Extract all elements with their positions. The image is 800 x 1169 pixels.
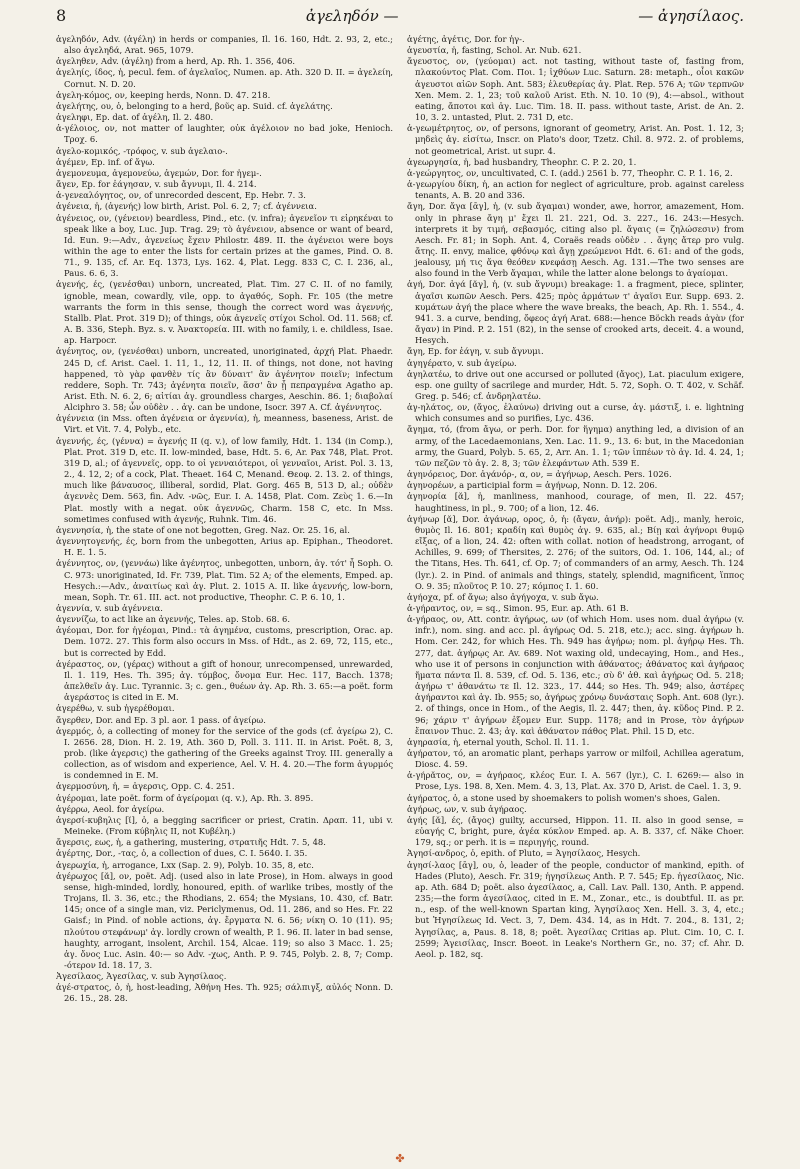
dictionary-entry: ἀγέρτης, Dor., -τας, ὁ, a collection of dues, C. I. 5640. I. 35. (56, 848, 308, 859)
dictionary-entry: ἀγέννητος, ον, (γεννάω) like ἀγένητος, unbegotten, unborn, ἀγ. τότ' ἦ Soph. O. C. 973: unoriginated, Id. Fr. 739, Plat. Tim. 52 A; of the elements, Emped. ap. Hesych.:—Adv., ἀναιτίως καὶ ἀγ. Plut. 2. 1015 A. II. like ἀγεννής, low-born, mean, Soph. Tr. 61. III. act. not productive, Theophr. C. P. 6. 10, 1. (56, 558, 393, 602)
dictionary-entry: ἀγέρρω, Aeol. for ἀγείρω. (56, 803, 165, 814)
dictionary-entry: ἀγεμονευμα, ἀγεμονεύω, ἀγεμών, Dor. for ἡγεμ-. (56, 167, 262, 178)
dictionary-entry: ἀ-γήρᾰτος, ον, = ἀγήραος, κλέος Eur. I. A. 567 (lyr.), C. I. 6269:— also in Prose, Lys. 198. 8, Xen. Mem. 4. 3, 13, Plat. Ax. 370 D, Arist. de Cael. 1. 3, 9. (407, 770, 744, 792)
dictionary-entry: ἀγηνορέων, a participial form = ἀγήνωρ, Nonn. D. 12. 206. (407, 480, 658, 491)
dictionary-entry: ἀ-γενεαλόγητος, ον, of unrecorded descent, Ep. Hebr. 7. 3. (56, 190, 306, 201)
dictionary-entry: ἀγερέθω, v. sub ἠγερέθομαι. (56, 703, 175, 714)
dictionary-entry: ἀγερωχία, ἡ, arrogance, Lxx (Sap. 2. 9), Polyb. 10. 35, 8, etc. (56, 859, 314, 870)
dictionary-entry: ἀγευστία, ἡ, fasting, Schol. Ar. Nub. 621. (407, 45, 582, 56)
dictionary-entry: ἀ-γέλοιος, ον, not matter of laughter, οὐκ ἀγέλοιον no bad joke, Henioch. Τροχ. 6. (56, 123, 393, 145)
dictionary-entry: ἀ-γεωμέτρητος, ον, of persons, ignorant of geometry, Arist. An. Post. 1. 12, 3; μηδεὶς ἀγ. εἰσίτω, Inscr. on Plato's door, Tzetz. Chil. 8. 972. 2. of problems, not geometrical, Arist. ut supr. 4. (407, 123, 744, 156)
page-number: 8 (56, 6, 67, 25)
dictionary-entry: ἀγεληθεν, Adv. (ἀγέλη) from a herd, Ap. Rh. 1. 356, 406. (56, 56, 296, 67)
dictionary-entry: ἀγέτης, ἀγέτις, Dor. for ἡγ-. (407, 34, 525, 44)
dictionary-entry: ἄγημα, τό, (from ἄγω, or perh. Dor. for ἥγημα) anything led, a division of an army, of the Lacedaemonians, Xen. Lac. 11. 9., 13. 6: but, in the Macedonian army, the Guard, Polyb. 5. 65, 2, Arr. An. 1. 1; τῶν ἱππέων τὸ ἀγ. Id. 4. 24, 1; τῶν πεζῶν τὸ ἀγ. 2. 8, 3; τῶν ἐλεφάντων Ath. 539 E. (407, 424, 744, 468)
dictionary-entry: ἀγεννία, v. sub ἀγέννεια. (56, 602, 163, 613)
dictionary-entry: ἀγ-ηλάτος, ον, (ἄγος, ἐλαύνω) driving out a curse, ἀγ. μάστιξ, i. e. lightning which consumes and so purifies, Lyc. 436. (407, 402, 744, 424)
dictionary-entry: ἀγενής, ές, (γενέσθαι) unborn, uncreated, Plat. Tim. 27 C. II. of no family, ignoble, mean, cowardly, vile, opp. to ἀγαθός, Soph. Fr. 105 (the metre warrants the form in this sense, though the correct word was ἀγεννής, Stallb. Plat. Prot. 319 D); of things, οὐκ ἀγενεῖς στίχοι Schol. Od. 11. 568; cf. A. B. 336, Steph. Byz. s. v. Ἀνακτορεία. III. with no family, i. e. childless, Isae. ap. Harpocr. (56, 279, 393, 346)
dictionary-entry: ἀγήρατον, τό, an aromatic plant, perhaps yarrow or milfoil, Achillea ageratum, Diosc. 4. 59. (407, 748, 744, 770)
page-header (56, 6, 744, 30)
dictionary-entry: ἀγηλατέω, to drive out one accursed or polluted (ἄγος), Lat. piaculum exigere, esp. one guilty of sacrilege and murder, Hdt. 5. 72, Soph. O. T. 402, v. Schäf. Greg. p. 546; cf. ἀνδρηλατέω. (407, 368, 744, 401)
dictionary-entry: ἀγήρατος, ὁ, a stone used by shoemakers to polish women's shoes, Galen. (407, 792, 721, 803)
dictionary-entry: ἀγεννίζω, to act like an ἀγεννής, Teles. ap. Stob. 68. 6. (56, 614, 291, 625)
dictionary-entry: ἀγεληίς, ίδος, ἡ, pecul. fem. of ἀγελαῖος, Numen. ap. Ath. 320 D. II. = ἀγελείη, Cornut. N. D. 20. (56, 67, 393, 89)
dictionary-entry: ἀ-γεώργητος, ον, uncultivated, C. I. (add.) 2561 b. 77, Theophr. C. P. 1. 16, 2. (407, 167, 733, 178)
dictionary-entry: ἀγέραστος, ον, (γέρας) without a gift of honour, unrecompensed, unrewarded, Il. 1. 119, Hes. Th. 395; ἀγ. τύμβος, ὄνομα Eur. Hec. 117, Bacch. 1378; ἀπελθεῖν ἀγ. Luc. Tyrannic. 3; c. gen., θυέων ἀγ. Ap. Rh. 3. 65:—a poët. form ἀγεράστος is cited in E. M. (56, 658, 393, 703)
dictionary-entry: ἀγελη-κόμος, ον, keeping herds, Nonn. D. 47. 218. (56, 89, 271, 100)
dictionary-entry: ἄγευστος, ον, (γεύομαι) act. not tasting, without taste of, fasting from, πλακούντος Plat. Com. Ποι. 1; ἰχθύων Luc. Saturn. 28: metaph., οἷοι κακῶν ἀγευστοι αἰῶν Soph. Ant. 583; ἐλευθερίας ἀγ. Plat. Rep. 576 A; τῶν τερπνῶν Xen. Mem. 2. 1, 23; τοῦ καλοῦ Arist. Eth. N. 10. 10 (9), 4:—absol., without eating, ἄποτοι καὶ ἀγ. Luc. Tim. 18. II. pass. without taste, Arist. de An. 2. 10, 3. 2. untasted, Plut. 2. 731 D, etc. (407, 56, 744, 123)
dictionary-entry: ἀγερμοσύνη, ἡ, = ἀγερσις, Opp. C. 4. 251. (56, 781, 235, 792)
dictionary-entry: Ἀγησί-ανδρος, ὁ, epith. of Pluto, = Ἀγησίλαος, Hesych. (407, 848, 641, 859)
dictionary-entry: ἀ-γήραντος, ον, = sq., Simon. 95, Eur. ap. Ath. 61 B. (407, 602, 629, 613)
dictionary-entry: ἀγένειος, ον, (γένειον) beardless, Pind., etc. (v. infra); ἀγενεῖον τι εἰρηκέναι to speak like a boy, Luc. Jup. Trag. 29; τὸ ἀγένειον, absence or want of beard, Id. Eun. 9:—Adv., ἀγενείως ἔχειν Philostr. 489. II. the ἀγένειοι were boys within the age to enter the lists for certain prizes at the games, Pind. O. 8. 71., 9. 135, cf. Ar. Eq. 1373, Lys. 162. 4, Plat. Legg. 833 C, C. I. 236, al., Paus. 6. 6, 3. (56, 212, 393, 279)
dictionary-entry: ἀγηγέρατο, v. sub ἀγείρω. (407, 357, 517, 368)
guide-word-left: ἀγεληδόν — (305, 7, 399, 25)
dictionary-entry: ἀγέννεια (in Mss. often ἀγένεια or ἀγεννία), ἡ, meanness, baseness, Arist. de Virt. et Vit. 7. 4, Polyb., etc. (56, 413, 393, 435)
dictionary-entry: ἀγένητος, ον, (γενέσθαι) unborn, uncreated, unoriginated, ἀρχή Plat. Phaedr. 245 D, cf. Arist. Cael. 1. 11, 1., 12, 11. II. of things, not done, not having happened, τὸ γὰρ φανθὲν τίς ἂν δύναιτ' ἂν ἀγένητον ποιεῖν; infectum reddere, Soph. Tr. 743; ἀγένητα ποιεῖν, ἅσσ' ἂν ᾖ πεπραγμένα Agatho ap. Arist. Eth. N. 6. 2, 6; αἰτίαι ἀγ. groundless charges, Aeschin. 86. 1; διαβολαί Alciphro 3. 58; ὧν οὐδὲν . . ἀγ. can be undone, Isocr. 397 A. Cf. ἀγέννητος. (56, 346, 393, 413)
dictionary-entry: ἀγερσί-κυβηλις [ῐ], ὁ, a begging sacrificer or priest, Cratin. Δραπ. 11, ubi v. Meineke. (From κύβηλις II, not Κυβέλη.) (56, 814, 393, 837)
dictionary-entry: ἀγήνωρ [ᾰ], Dor. ἀγάνωρ, ορος, ὁ, ἡ: (ἄγαν, ἀνήρ): poët. Adj., manly, heroic, θυμὸς Il. 16. 801; κραδίη καὶ θυμὸς ἀγ. 9. 635, al.; Βίῃ καὶ ἀγήνορι θυμῷ εἴξας, of a lion, 24. 42: often with collat. notion of headstrong, arrogant, of Achilles, 9. 699; of Thersites, 2. 276; of the suitors, Od. 1. 106, 144, al.; of the Titans, Hes. Th. 641, cf. Op. 7; of commanders of an army, Aesch. Th. 124 (lyr.). 2. in Pind. of animals and things, stately, splendid, magnificent, ἵππος O. 9. 35; πλοῦτος P. 10. 27; κόμπος I. 1. 60. (407, 513, 744, 591)
dictionary-entry: ἀγηνόρειος, Dor. ἀγάνόρ-, α, ον, = ἀγήνωρ, Aesch. Pers. 1026. (407, 469, 672, 480)
dictionary-entry: ἄγεν, Ep. for ἐάγησαν, v. sub ἄγνυμι, Il. 4. 214. (56, 179, 257, 190)
dictionary-entry: ἀ-γεωργίου δίκη, ἡ, an action for neglect of agriculture, prob. against careless tenants, A. B. 20 and 336. (407, 179, 744, 201)
dictionary-entry: ἀγεωργησία, ἡ, bad husbandry, Theophr. C. P. 2. 20, 1. (407, 156, 637, 167)
dictionary-entry: ἀγηρασία, ἡ, eternal youth, Schol. Il. 11. 1. (407, 736, 590, 747)
dictionary-entry: ἀγέρομαι, late poët. form of ἀγείρομαι (q. v.), Ap. Rh. 3. 895. (56, 792, 314, 803)
dictionary-entry: ἀγέ-στρατος, ὁ, ἡ, host-leading, Ἀθήνη Hes. Th. 925; σάλπιγξ, αὐλός Nonn. D. 26. 15., 28. 28. (56, 982, 393, 1004)
dictionary-entry: ἀγήοχα, pf. of ἄγω; also ἀγήγοχα, v. sub ἄγω. (407, 591, 599, 602)
dictionary-entry: ἀγέομαι, Dor. for ἡγέομαι, Pind.: τὰ ἀγημένα, customs, prescription, Orac. ap. Dem. 1072. 27. This form also occurs in Mss. of Hdt., as 2. 69, 72, 115, etc., but is corrected by Edd. (56, 625, 393, 658)
text-columns (56, 34, 744, 1159)
dictionary-entry: ἀγέρωχος [ᾰ], ον, poët. Adj. (used also in late Prose), in Hom. always in good sense, high-minded, lordly, honoured, epith. of warlike tribes, mostly of the Trojans, Il. 3. 36, etc.; the Rhodians, 2. 654; the Mysians, 10. 430, cf. Batr. 145; once of a single man, viz. Periclymenus, Od. 11. 286, and so Hes. Fr. 22 Gaisf.; in Pind. of noble actions, ἀγ. ἔργματα N. 6. 56; νίκη O. 10 (11). 95; πλούτου στεφάνωμ' ἀγ. lordly crown of wealth, P. 1. 96. II. later in bad sense, haughty, arrogant, insolent, Archil. 154, Alcae. 119; so also 3 Macc. 1. 25; ἀγ. ὄνος Luc. Asin. 40:— so Adv. -χως, Anth. P. 9. 745, Polyb. 2. 8, 7; Comp. -ότερον Id. 18. 17, 3. (56, 870, 393, 970)
dictionary-entry: ἀγεννής, ές, (γέννα) = ἀγενής II (q. v.), of low family, Hdt. 1. 134 (in Comp.), Plat. Prot. 319 D, etc. II. low-minded, base, Hdt. 5. 6, Ar. Pax 748, Plat. Prot. 319 D, al.; of ἀγεννεῖς, opp. to οἱ γενναιότεροι, οἱ γενναῖοι, Arist. Pol. 3. 13, 2., 4. 12, 2; of a cock, Plat. Theaet. 164 C, Menand. Θεοφ. 2. 13. 2. of things, much like βάναυσος, illiberal, sordid, Plat. Gorg. 465 B, 513 D, al.; οὐδὲν ἀγεννὲς Dem. 563, fin. Adv. -νῶς, Eur. I. A. 1458, Plat. Com. Ζεὺς 1. 6.—In Plat. mostly with a negat. οὐκ ἀγεννῶς, Charm. 158 C, etc. In Mss. sometimes confused with ἀγενής, Ruhnk. Tim. 46. (56, 435, 393, 524)
dictionary-entry: ἀγελήτης, ου, ὁ, belonging to a herd, βοῦς ap. Suid. cf. ἀγελάτης. (56, 100, 333, 111)
right-column (407, 34, 744, 1159)
left-column (56, 34, 393, 1159)
dictionary-entry: Ἀγεσίλαος, Ἀγεσίλας, v. sub Ἀγησίλαος. (56, 971, 227, 982)
dictionary-entry: ἀγηνορία [ᾰ], ἡ, manliness, manhood, courage, of men, Il. 22. 457; haughtiness, in pl., 9. 700; of a lion, 12. 46. (407, 491, 744, 513)
dictionary-entry: ἀγέμεν, Ep. inf. of ἄγω. (56, 156, 155, 167)
dictionary-entry: ἀγεννητογενής, ές, born from the unbegotten, Arius ap. Epiphan., Theodoret. H. E. 1. 5. (56, 536, 393, 558)
dictionary-entry: ἄγερθεν, Dor. and Ep. 3 pl. aor. 1 pass. of ἀγείρω. (56, 714, 266, 725)
dictionary-entry: ἄγη, Dor. ἄγα [ᾱγ], ἡ, (v. sub ἄγαμαι) wonder, awe, horror, amazement, Hom. only in phrase ἄγη μ' ἔχει Il. 21. 221, Od. 3. 227., 16. 243:—Hesych. interprets it by τιμή, σεβασμός, citing also pl. ἄγαις (= ζηλώσεσιν) from Aesch. Fr. 81; in Soph. Ant. 4, Coraës reads οὐδὲν . . ἄγης ἄτερ pro vulg. ἄτης. II. envy, malice, φθόνῳ καὶ ἄγῃ χρεώμενοι Hdt. 6. 61: and of the gods, jealousy, μή τις ἄγα θεόθεν κνεφάσῃ Aesch. Ag. 131.—The two senses are also found in the Verb ἄγαμαι, while the latter alone belongs to ἀγαίομαι. (407, 201, 744, 279)
dictionary-entry: ἀγής [ᾰ], ές, (ἄγος) guilty, accursed, Hippon. 11. II. also in good sense, = εὐαγής C, bright, pure, ἀγέα κύκλον Emped. ap. A. B. 337, cf. Näke Choer. 179, sq.; or perh. it is = περιηγής, round. (407, 814, 744, 848)
dictionary-entry: ἀγερμός, ὁ, a collecting of money for the service of the gods (cf. ἀγείρω 2), C. I. 2656. 28, Dion. H. 2. 19, Ath. 360 D, Poll. 3. 111. II. in Arist. Poët. 8, 3, prob. (like ἀγερσις) the gathering of the Greeks against Troy. III. generally a collection, as of wisdom and experience, Ael. V. H. 4. 20.—The form ἀγυρμός is condemned in E. M. (56, 725, 393, 781)
dictionary-entry: ἀγεληδόν, Adv. (ἀγέλη) in herds or companies, Il. 16. 160, Hdt. 2. 93, 2, etc.; also ἀγεληδά, Arat. 965, 1079. (56, 34, 393, 56)
dictionary-entry: ἀ-γήραος, ον, Att. contr. ἀγήρως, ων (of which Hom. uses nom. dual ἀγήρω (v. infr.), nom. sing. and acc. pl. ἀγήρως Od. 5. 218, etc.); acc. sing. ἀγήρων h. Hom. Cer. 242, for which Hes. Th. 949 has ἀγήρω; nom. pl. ἀγήρῳ Hes. Th. 277, dat. ἀγήρῳς Ar. Av. 689. Not waxing old, undecaying, Hom., and Hes., who use it of persons in conjunction with ἀθάνατος; ἀθάνατος καὶ ἀγήραος ἤματα πάντα Il. 8. 539, cf. Od. 5. 136, etc.; σὺ δ' ἀθ. καὶ ἀγήρως Od. 5. 218; ἀγήρω τ' ἀθανάτω τε Il. 12. 323., 17. 444; so Hes. Th. 949; also, ἀστέρες ἀγήραντοι καὶ ἀγ. Ib. 955; so, ἀγήρως χρόνῳ δυνάσταις Soph. Ant. 608 (lyr.). 2. of things, once in Hom., of the Aegis, Il. 2. 447; then, ἀγ. κῦδος Pind. P. 2. 96; χάριν τ' ἀγήρων ἐξομεν Eur. Supp. 1178; and in Prose, τὸν ἀγήρων ἔπαινον Thuc. 2. 43; ἀγ. καὶ ἀθάνατον πάθος Plat. Phil. 15 D, etc. (407, 614, 744, 736)
dictionary-entry: ἀγένεια, ἡ, (ἀγενής) low birth, Arist. Pol. 6. 2, 7; cf. ἀγέννεια. (56, 201, 317, 212)
dictionary-entry: ἄγερσις, εως, ἡ, a gathering, mustering, στρατιῆς Hdt. 7. 5, 48. (56, 837, 326, 848)
dictionary-entry: ἀγησί-λαος [ᾱγ], ου, ὁ, leader of the people, conductor of mankind, epith. of Hades (Pluto), Aesch. Fr. 319; ἡγησίλεως Anth. P. 7. 545; Ep. ἡγεσίλαος, Nic. ap. Ath. 684 D; poët. also ἀγεσίλαος, a, Call. Lav. Pall. 130, Anth. P. append. 235;—the form ἀγεσίλαος, cited in E. M., Zonar., etc., is doubtful. II. as pr. n., esp. of the well-known Spartan king, Ἀγησίλαος Xen. Hell. 3. 3, 4, etc.; but Ἡγησίλεως Id. Vect. 3, 7, Dem. 434. 14, as in Hdt. 7. 204., 8. 131, 2; Ἀγησίλας, a, Paus. 8. 18, 8; poët. Ἀγεσίλας Critias ap. Plut. Cim. 10, C. I. 2599; Ἀγεισίλας, Inscr. Boeot. in Leake's Northern Gr., no. 37; cf. Ahr. D. Aeol. p. 182, sq. (407, 859, 744, 959)
dictionary-entry: ἀγελο-κομικός, -τρόφος, v. sub ἀγελαιο-. (56, 145, 228, 156)
dictionary-entry: ἀγεννησία, ἡ, the state of one not begotten, Greg. Naz. Or. 25. 16, al. (56, 524, 350, 535)
dictionary-entry: ἄγη, Ep. for ἐάγη, v. sub ἄγνυμι. (407, 346, 544, 357)
dictionary-entry: ἀγεληφι, Ep. dat. of ἀγέλη, Il. 2. 480. (56, 112, 214, 123)
guide-word-right: — ἀγησίλαος. (638, 7, 744, 25)
dictionary-entry: ἀγή, Dor. ἀγά [ᾰγ], ἡ, (v. sub ἄγνυμι) breakage: 1. a fragment, piece, splinter, ἀγαῖσι κωπῶν Aesch. Pers. 425; πρὸς ἁρμάτων τ' ἀγαῖσι Eur. Supp. 693. 2. κυμάτων ἀγή the place where the wave breaks, the beach, Ap. Rh. 1. 554., 4. 941. 3. a curve, bending, ὄφεος ἀγή Arat. 688:—hence Böckh reads ἀγὰν (for ἄγαν) in Pind. P. 2. 151 (82), in the sense of crooked arts, deceit. 4. a wound, Hesych. (407, 279, 744, 346)
dictionary-entry: ἀγήρως, ων, v. sub ἀγήραος. (407, 803, 527, 814)
ornament-icon: ✤ (395, 1152, 405, 1165)
